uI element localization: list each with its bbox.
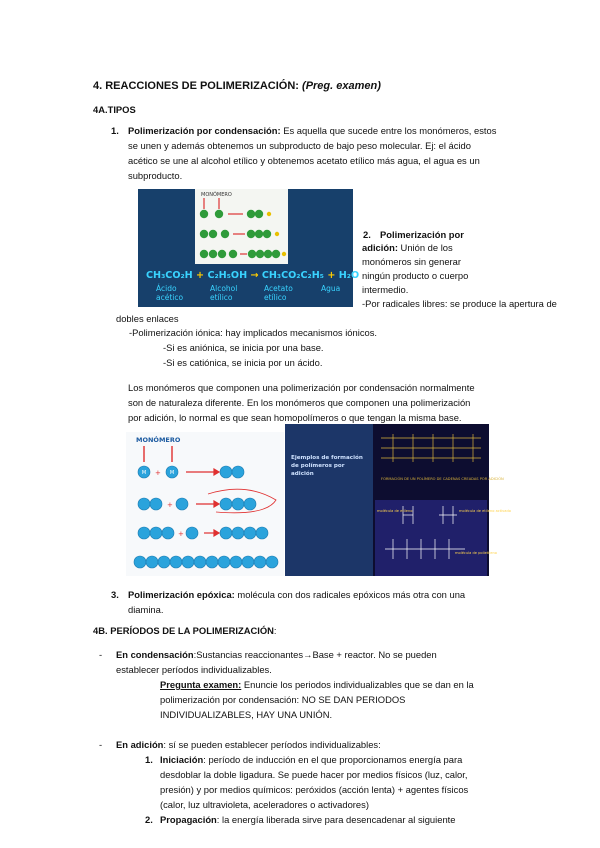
step1-line3: presión) y por medios químicos: peróxidos (acción lenta) + agentes físicos xyxy=(160,784,469,795)
step1-text xyxy=(160,752,540,812)
item3-title: Polimerización epóxica: xyxy=(128,589,235,600)
item2-line8: -Si es aniónica, se inicia por una base. xyxy=(163,342,324,353)
item3-line2: diamina. xyxy=(128,604,164,615)
label-polyethylene: molécula de polietileno xyxy=(455,551,497,555)
adic-title: En adición xyxy=(116,739,164,750)
step2-text xyxy=(160,812,540,827)
item2-line9: -Si es catiónica, se inicia por un ácido. xyxy=(163,357,323,368)
svg-text:+: + xyxy=(167,501,173,509)
item1-line3: acético se une al alcohol etílico y obtenemos acetato etílico más agua, el agua es un xyxy=(128,155,480,166)
item3-text xyxy=(128,587,528,617)
subheading-tipos: 4A.TIPOS xyxy=(93,104,136,115)
section-heading xyxy=(93,79,381,94)
eq-acid: CH₃CO₂H xyxy=(146,270,193,281)
item2-line4: intermedio. xyxy=(362,284,409,295)
label-activated-ethylene: molécula de etileno activado xyxy=(459,509,511,513)
step1-number: 1. xyxy=(145,754,153,765)
item2-line2: monómeros sin generar xyxy=(362,256,462,267)
examples-caption: FORMACIÓN DE UN POLÍMERO DE CADENAS CREADAS POR ADICIÓN xyxy=(381,477,504,481)
svg-text:+: + xyxy=(155,469,161,477)
eq-water: H₂O xyxy=(338,270,360,281)
heading-note: (Preg. examen) xyxy=(302,80,381,92)
step2-line1: : la energía liberada sirve para desencadenar al siguiente xyxy=(216,814,456,825)
comparison-paragraph xyxy=(128,380,548,425)
step1-line1: : período de inducción en el que proporcionamos energía para xyxy=(203,754,463,765)
item1-title: Polimerización por condensación: xyxy=(128,125,281,136)
step1-line2: desdoblar la doble ligadura. Se puede hacer por medios físicos (luz, calor, xyxy=(160,769,468,780)
cond-dash: - xyxy=(99,649,103,660)
item2-line5: -Por radicales libres: se produce la apertura de xyxy=(362,298,557,309)
item1-line2: se unen y además obtenemos un subproducto de bajo peso molecular. Ej: el ácido xyxy=(128,140,471,151)
exam-question-line2: polimerización por condensación: NO SE DAN PERIODOS xyxy=(160,694,406,705)
subheading-colon: : xyxy=(273,625,277,636)
equation-row xyxy=(146,270,359,281)
exam-question-line1: Enuncie los periodos individualizables que se dan en la xyxy=(241,679,474,690)
eq-acetate: CH₃CO₂C₂H₅ xyxy=(261,270,324,281)
adic-dash: - xyxy=(99,739,103,750)
heading-main: 4. REACCIONES DE POLIMERIZACIÓN: xyxy=(93,80,303,92)
subheading-periodos xyxy=(93,623,277,638)
para-line3: por adición, lo normal es que sean homopolímeros o que tengan la misma base. xyxy=(128,412,462,423)
step2-number: 2. xyxy=(145,814,153,825)
para-line2: son de naturaleza diferente. En los monómeros que componen una polimerización xyxy=(128,397,471,408)
monomer2-label: MONÓMERO xyxy=(136,436,181,444)
adic-line1: : sí se pueden establecer períodos individualizables: xyxy=(163,739,381,750)
item2-text xyxy=(362,241,592,311)
item2-line1: Unión de los xyxy=(397,242,453,253)
subheading-periodos-text: 4B. PERÍODOS DE LA POLIMERIZACIÓN xyxy=(93,625,274,636)
step1-line4: (calor, luz ultravioleta, aceleradores o activadores) xyxy=(160,799,369,810)
item1-line4: subproducto. xyxy=(128,170,183,181)
eq-name-alcohol: Alcohol etílico xyxy=(210,284,238,302)
examples-title: Ejemplos de formación de polímeros por adición xyxy=(291,455,363,477)
label-ethylene: molécula de etileno xyxy=(377,509,413,513)
addition-monomer-image xyxy=(126,432,284,576)
cond-title: En condensación xyxy=(116,649,194,660)
eq-arrow: → xyxy=(250,270,259,281)
item2-line6: dobles enlaces xyxy=(116,313,179,324)
item2-number: 2. xyxy=(363,229,371,240)
exam-question-line3: INDIVIDUALIZABLES, HAY UNA UNIÓN. xyxy=(160,709,333,720)
cond-line1: :Sustancias reaccionantes→Base + reactor. No se pueden xyxy=(193,649,437,660)
item2-title2: adición: xyxy=(362,242,398,253)
item1-line1: Es aquella que sucede entre los monómeros, estos xyxy=(280,125,497,136)
item3-number: 3. xyxy=(111,589,119,600)
eq-alcohol: C₂H₅OH xyxy=(207,270,248,281)
exam-question-title: Pregunta examen: xyxy=(160,679,242,690)
ball-label: M xyxy=(141,470,147,476)
addition-examples-image xyxy=(285,424,511,576)
cond-text xyxy=(116,647,536,677)
step1-title: Iniciación xyxy=(160,754,204,765)
svg-text:+: + xyxy=(178,530,184,538)
adic-text xyxy=(116,737,536,752)
eq-name-water: Agua xyxy=(321,284,341,293)
item3-line1: molécula con dos radicales epóxicos más otra con una xyxy=(234,589,466,600)
eq-plus2: + xyxy=(327,270,336,281)
eq-name-acid: Ácido acético xyxy=(156,284,184,302)
exam-question xyxy=(160,677,530,722)
item2-title1: Polimerización por xyxy=(380,229,464,240)
monomer-chain-drawing xyxy=(195,189,288,264)
item2-line3: ningún producto o cuerpo xyxy=(362,270,469,281)
item2-line7: -Polimerización iónica: hay implicados mecanismos iónicos. xyxy=(129,327,378,338)
para-line1: Los monómeros que componen una polimerización por condensación normalmente xyxy=(128,382,475,393)
eq-name-acetate: Acetato etílico xyxy=(264,284,293,302)
eq-plus1: + xyxy=(196,270,205,281)
ball-label: M xyxy=(169,470,175,476)
monomer-label: MONÓMERO xyxy=(201,192,232,198)
item1-text xyxy=(128,123,528,183)
step2-title: Propagación xyxy=(160,814,217,825)
condensation-diagram-image xyxy=(138,189,360,307)
item1-number: 1. xyxy=(111,125,119,136)
cond-line2: establecer períodos individualizables. xyxy=(116,664,272,675)
